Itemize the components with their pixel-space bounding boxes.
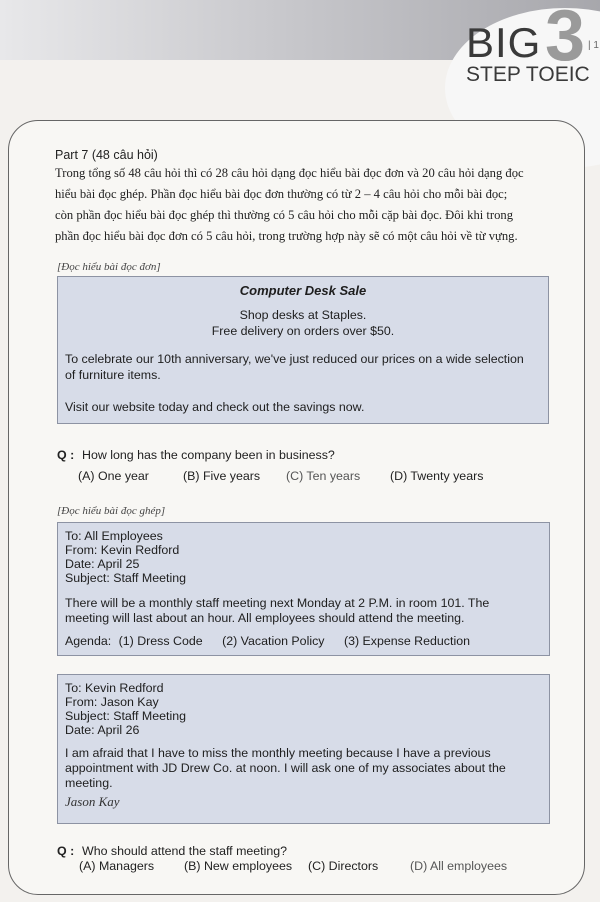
intro-paragraph (55, 163, 550, 247)
question-1-label: Q : (57, 448, 75, 462)
answer-option[interactable]: (A) Managers (79, 859, 155, 873)
ad-line: Shop desks at Staples. (239, 308, 367, 322)
agenda-item: (2) Vacation Policy (222, 634, 325, 648)
intro-line: Trong tổng số 48 câu hỏi thì có 28 câu hỏi dạng đọc hiểu bài đọc đơn và 20 câu hỏi dạng đọc (55, 166, 524, 180)
question-1-text: How long has the company been in business? (82, 448, 335, 462)
answer-option[interactable]: (B) New employees (184, 859, 293, 873)
memo-body-line: meeting will last about an hour. All employees should attend the meeting. (65, 611, 465, 625)
memo-passage-box (57, 522, 550, 656)
logo-number: 3 (545, 0, 586, 76)
reply-subject: Subject: Staff Meeting (65, 709, 186, 723)
ad-line: Free delivery on orders over $50. (211, 324, 395, 338)
answer-option[interactable]: (D) All employees (410, 859, 508, 873)
page-number: | 1 (588, 40, 599, 51)
agenda-item: (3) Expense Reduction (343, 634, 470, 648)
intro-line: hiểu bài đọc ghép. Phần đọc hiểu bài đọc đơn thường có từ 2 – 4 câu hỏi cho mỗi bài đọc; (55, 187, 508, 201)
memo-from: From: Kevin Redford (65, 543, 180, 557)
intro-line: phần đọc hiểu bài đọc đơn có 5 câu hỏi, trong trường hợp này sẽ có một câu hỏi về từ vựng. (55, 229, 518, 243)
ad-body-line: To celebrate our 10th anniversary, we've just reduced our prices on a wide selection (65, 352, 524, 366)
single-passage-label: [Đọc hiểu bài đọc đơn] (57, 261, 161, 273)
memo-body-line: There will be a monthly staff meeting next Monday at 2 P.M. in room 101. The (65, 596, 490, 610)
ad-body-line: of furniture items. (65, 368, 161, 382)
memo-to: To: All Employees (65, 529, 163, 543)
answer-option[interactable]: (D) Twenty years (390, 469, 484, 483)
reply-body-line: meeting. (65, 776, 113, 790)
answer-option[interactable]: (A) One year (78, 469, 149, 483)
answer-option[interactable]: (C) Directors (308, 859, 379, 873)
agenda-item: (1) Dress Code (118, 634, 203, 648)
double-passage-label: [Đọc hiểu bài đọc ghép] (57, 505, 166, 517)
memo-date: Date: April 25 (65, 557, 140, 571)
question-2-text: Who should attend the staff meeting? (82, 844, 288, 858)
memo-agenda (65, 633, 543, 649)
reply-from: From: Jason Kay (65, 695, 159, 709)
agenda-label: Agenda: (65, 634, 112, 648)
reply-body-line: appointment with JD Drew Co. at noon. I will ask one of my associates about the (65, 761, 506, 775)
ad-passage-box (57, 276, 549, 424)
answer-option[interactable]: (B) Five years (183, 469, 261, 483)
part-title: Part 7 (48 câu hỏi) (55, 148, 158, 162)
logo-subtitle: STEP TOEIC (466, 63, 590, 86)
question-2-label: Q : (57, 844, 75, 858)
reply-passage-box (57, 674, 550, 824)
ad-title: Computer Desk Sale (239, 283, 367, 298)
logo-big: BIG (466, 19, 542, 66)
signature: Jason Kay (65, 794, 120, 809)
intro-line: còn phần đọc hiểu bài đọc ghép thì thường có 5 câu hỏi cho mỗi cặp bài đọc. Đôi khi trong (55, 208, 514, 222)
reply-body-line: I am afraid that I have to miss the monthly meeting because I have a previous (65, 746, 491, 760)
reply-to: To: Kevin Redford (65, 681, 164, 695)
reply-date: Date: April 26 (65, 723, 140, 737)
ad-body-line: Visit our website today and check out the savings now. (65, 400, 365, 414)
answer-option[interactable]: (C) Ten years (286, 469, 361, 483)
memo-subject: Subject: Staff Meeting (65, 571, 186, 585)
